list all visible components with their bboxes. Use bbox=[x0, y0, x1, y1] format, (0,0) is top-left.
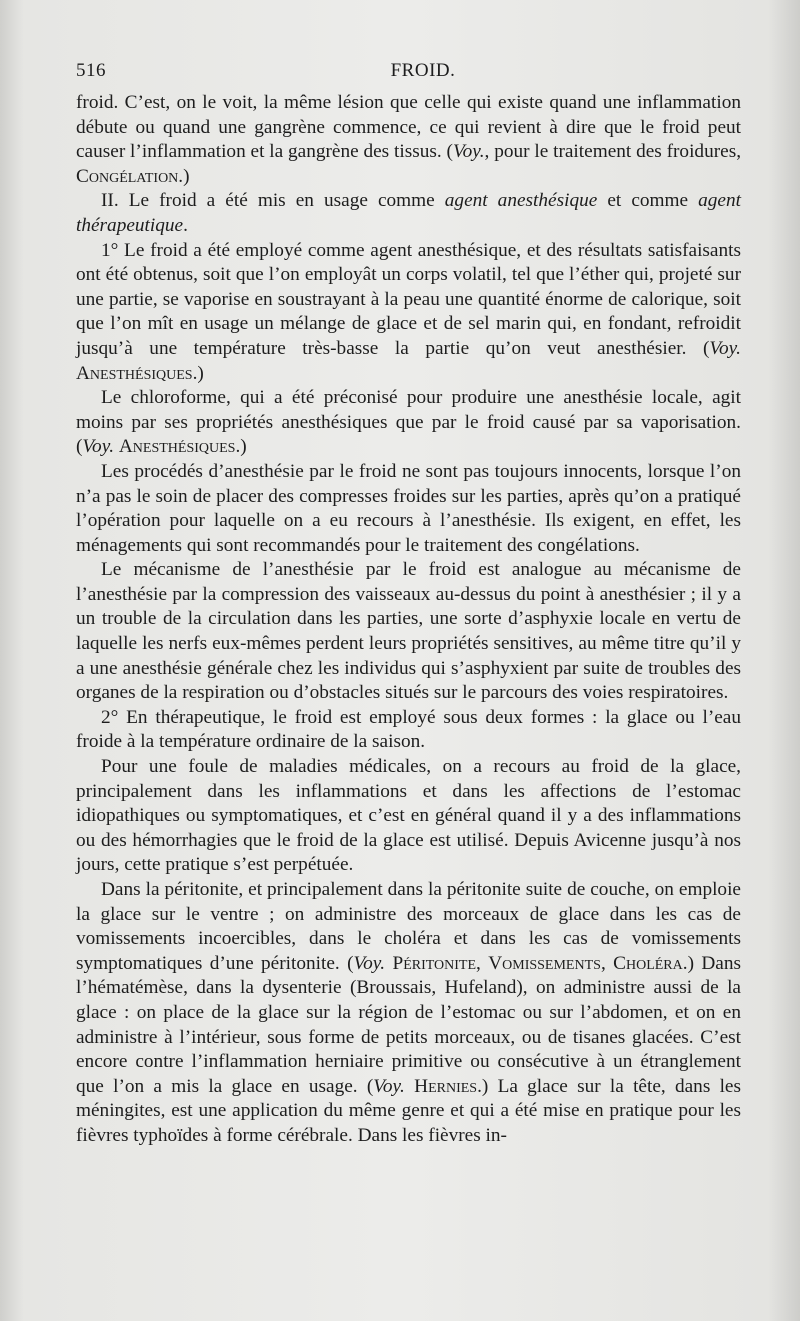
text-run: 1° Le froid a été employé comme agent anesthésique, et des résultats satisfaisants ont été obtenus, soit que l’on employât un corps volatil, tel que l’éther qui, projeté sur une partie, se vaporise en soustrayant à la peau une quantité énorme de calorique, soit que l’on mît en usage un mélange de glace et de sel marin qui, en fondant, refroidit jusqu’à une température très-basse la partie qu’on veut anesthésier. ( bbox=[76, 239, 741, 359]
cross-reference: Congélation bbox=[76, 165, 179, 187]
text-run: froid. C’est, on le voit, la même lésion que celle qui existe quand une inflammation débute ou quand une gangrène commence, ce qui revient à dire que le froid peut causer l’inflammation et la gangrène des tissus. ( bbox=[76, 92, 741, 163]
text-run: II. Le froid a été mis en usage comme bbox=[101, 190, 445, 212]
cross-reference: Vomissements bbox=[488, 952, 601, 974]
text-run: Pour une foule de maladies médicales, on a recours au froid de la glace, principalement dans les inflammations et dans les affections de l’estomac idiopathiques ou symptomatiques, et c’est en général quand il y a des inflammations ou des hémorrhagies que le froid de la glace est utilisé. Depuis Avicenne jusqu’à nos jours, cette pratique s’est perpétuée. bbox=[76, 756, 741, 876]
italic-text: Voy. bbox=[709, 337, 741, 359]
cross-reference: Hernies bbox=[414, 1075, 478, 1097]
text-run: .) La glace sur la tête, dans les méningites, est une application du même genre et qui a été mise en pratique pour les fièvres typhoïdes à forme cérébrale. Dans les fièvres in- bbox=[76, 1075, 741, 1146]
text-run: 2° En thérapeutique, le froid est employé sous deux formes : la glace ou l’eau froide à la température ordinaire de la saison. bbox=[76, 706, 741, 753]
text-run: . bbox=[183, 214, 188, 236]
paragraph bbox=[76, 460, 741, 558]
cross-reference: Anesthésiques bbox=[118, 436, 236, 458]
text-run: , bbox=[600, 952, 614, 974]
italic-text: Voy. bbox=[353, 952, 386, 974]
paragraph bbox=[76, 878, 741, 1149]
text-run: Dans la péritonite, et principalement dans la péritonite suite de couche, on emploie la glace sur le ventre ; on administre des morceaux de glace dans les cas de vomissements incoercibles, dans le choléra et dans les cas de vomissements symptomatiques d’une péritonite. ( bbox=[76, 879, 741, 974]
running-title: FROID. bbox=[390, 60, 456, 81]
paragraph bbox=[76, 189, 741, 238]
italic-text: agent thérapeutique bbox=[76, 190, 741, 236]
text-run: Les procédés d’anesthésie par le froid ne sont pas toujours innocents, lorsque l’on n’a pas le soin de placer des compresses froides sur les parties, après qu’on a pratiqué l’opération pour laquelle on a eu recours à l’anesthésie. Ils exigent, en effet, les ménagements qui sont recommandés pour le traitement des congélations. bbox=[76, 460, 741, 556]
running-header bbox=[76, 60, 740, 86]
paragraph bbox=[76, 558, 741, 706]
italic-text: Voy. bbox=[82, 436, 115, 458]
paragraph bbox=[76, 755, 741, 878]
paragraph bbox=[76, 239, 741, 387]
paragraph bbox=[76, 706, 741, 755]
text-run: .) Dans l’hématémèse, dans la dysenterie (Broussais, Hufeland), on administre aussi de la glace : on place de la glace sur la région de l’estomac ou sur l’abdomen, et on en administre à l’intérieur, sous forme de petits morceaux, ou de tisanes glacées. C’est encore contre l’inflammation herniaire primitive ou consécutive à un étranglement que l’on a mis la glace en usage. ( bbox=[76, 952, 741, 1097]
text-run: .) bbox=[178, 165, 190, 187]
page-number: 516 bbox=[76, 60, 106, 81]
cross-reference: Choléra bbox=[613, 952, 683, 974]
text-run: , pour le traitement des froidures, bbox=[484, 141, 742, 163]
text-run bbox=[405, 1076, 414, 1097]
paragraph bbox=[76, 386, 741, 460]
text-run: Le mécanisme de l’anesthésie par le froid est analogue au mécanisme de l’anesthésie par la compression des vaisseaux au-dessus du point à anesthésier ; il y a un trouble de la circulation dans les parties, une sorte d’asphyxie locale en vertu de laquelle les nerfs eux-mêmes perdent leurs propriétés sensitives, au même titre qu’il y a une anesthésie générale chez les individus qui s’asphyxient par suite de troubles des organes de la respiration ou d’obstacles situés sur le parcours des voies respiratoires. bbox=[76, 559, 741, 704]
text-run: .) bbox=[235, 436, 247, 458]
italic-text: Voy. bbox=[452, 141, 485, 163]
italic-text: agent anesthésique bbox=[444, 190, 598, 212]
text-run: .) bbox=[192, 362, 204, 384]
italic-text: Voy. bbox=[373, 1075, 405, 1097]
cross-reference: Anesthésiques bbox=[76, 362, 193, 384]
cross-reference: Péritonite bbox=[392, 952, 477, 974]
paragraph bbox=[76, 91, 741, 189]
body-text bbox=[76, 91, 741, 1149]
text-run: et comme bbox=[597, 190, 699, 212]
text-run: Le chloroforme, qui a été préconisé pour produire une anesthésie locale, agit moins par ses propriétés anesthésiques que par le froid causé par sa vaporisation. ( bbox=[76, 387, 741, 458]
text-run: , bbox=[476, 952, 489, 974]
